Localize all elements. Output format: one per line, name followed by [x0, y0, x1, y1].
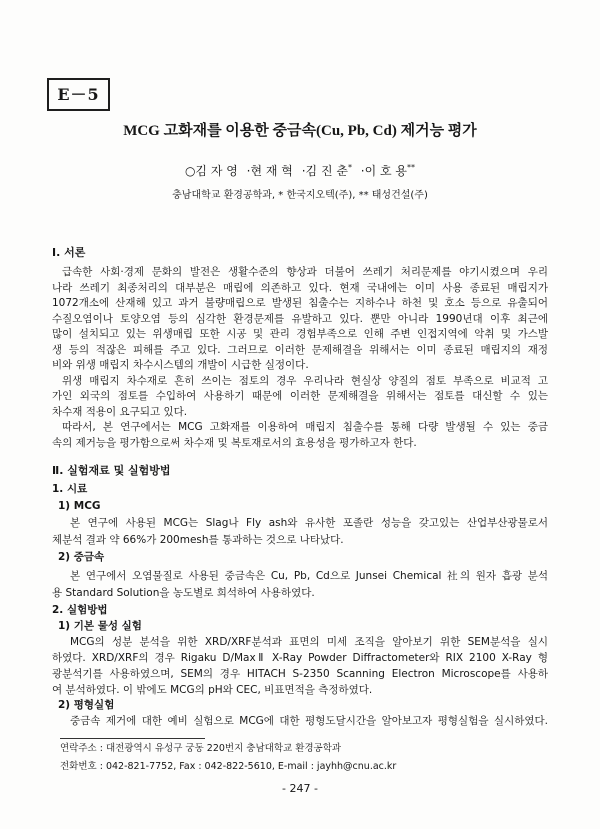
- author-mark: *: [347, 163, 352, 172]
- paragraph-line: 속의 제거능을 평가함으로써 차수재 및 복토재로서의 효용성을 평가하고자 한다.: [52, 437, 417, 449]
- subsubsection-heading-metals: 2) 중금속: [58, 551, 105, 563]
- author-name: ○김 자 영: [184, 164, 238, 178]
- subsection-heading-sample: 1. 시료: [52, 483, 88, 495]
- author-name: ·현 재 혁: [246, 164, 293, 178]
- subsection-heading-procedure: 2. 실험방법: [52, 604, 108, 616]
- author-mark: **: [407, 163, 416, 172]
- paragraph-line: 1072개소에 산재해 있고 과거 불량매립으로 발생된 침출수는 지하수나 하천 및 호소 등으로 유출되어: [52, 297, 548, 309]
- session-label-box: E－5: [47, 78, 110, 111]
- paragraph-line: 중금속 제거에 대한 예비 실험으로 MCG에 대한 평형도달시간을 알아보고자 평형실험을 실시하였다.: [70, 715, 548, 727]
- author-name-text: ·이 호 용: [360, 164, 408, 178]
- footer-divider: [60, 738, 205, 739]
- paragraph-line: 체분석 결과 약 66%가 200mesh를 통과하는 것으로 나타났다.: [52, 534, 344, 546]
- author-name: [302, 164, 352, 178]
- paragraph-line: 비와 위생 매립지 차수시스템의 개발이 시급한 실정이다.: [52, 359, 309, 371]
- author-name-text: ·김 진 춘: [301, 164, 348, 178]
- subsubsection-heading-basic-properties: 1) 기본 물성 실험: [58, 620, 142, 632]
- footer-contact: 전화번호 : 042-821-7752, Fax : 042-822-5610, E-mail : jayhh@cnu.ac.kr: [60, 761, 397, 772]
- paragraph-line: 본 연구에 사용된 MCG는 Slag나 Fly ash와 유사한 포졸란 성능을 갖고있는 산업부산광물로서: [70, 517, 548, 529]
- page-number: - 247 -: [282, 782, 318, 795]
- paper-title: MCG 고화재를 이용한 중금속(Cu, Pb, Cd) 제거능 평가: [123, 123, 477, 139]
- paragraph-line: 차수재 적용이 요구되고 있다.: [52, 406, 188, 418]
- author-name: [361, 164, 415, 178]
- affiliation-line: 충남대학교 환경공학과, * 한국지오텍(주), ** 태성건설(주): [172, 190, 428, 201]
- paragraph-line: 급속한 사회·경제 문화의 발전은 생활수준의 향상과 더불어 쓰레기 처리문제를 야기시켰으며 우리: [62, 266, 548, 278]
- paragraph-line: MCG의 성분 분석을 위한 XRD/XRF분석과 표면의 미세 조직을 알아보기 위한 SEM분석을 실시: [70, 636, 548, 648]
- paragraph-line: 생 등의 적잖은 피해를 주고 있다. 그러므로 이러한 문제해결을 위해서는 이미 종료된 매립지의 재정: [52, 344, 548, 356]
- paragraph-line: 가인 외국의 점토를 수입하여 사용하기 때문에 이러한 문제해결을 위해서는 점토를 대신할 수 있는: [52, 390, 548, 402]
- subsubsection-heading-mcg: 1) MCG: [58, 500, 101, 512]
- paragraph-line: 하였다. XRD/XRF의 경우 Rigaku D/MaxⅡ X-Ray Powder Diffractometer와 RIX 2100 X-Ray 형: [52, 652, 548, 664]
- paragraph-line: 본 연구에서 오염물질로 사용된 중금속은 Cu, Pb, Cd으로 Junsei Chemical 社의 원자 흡광 분석: [70, 570, 548, 582]
- paragraph-line: 여 분석하였다. 이 밖에도 MCG의 pH와 CEC, 비표면적을 측정하였다.: [52, 684, 373, 696]
- paragraph-line: 나라 쓰레기 최종처리의 대부분은 매립에 의존하고 있다. 현재 국내에는 이미 사용 종료된 매립지가: [52, 282, 548, 294]
- paragraph-line: 광분석기를 사용하였으며, SEM의 경우 HITACH S-2350 Scanning Electron Microscope를 사용하: [52, 668, 548, 680]
- author-list: [0, 162, 600, 180]
- paragraph-line: 용 Standard Solution을 농도별로 희석하여 사용하였다.: [52, 587, 315, 599]
- section-heading-methods: Ⅱ. 실험재료 및 실험방법: [52, 464, 171, 477]
- subsubsection-heading-equilibrium: 2) 평형실험: [58, 699, 115, 711]
- section-heading-introduction: Ⅰ. 서론: [52, 246, 86, 259]
- footer-address: 연락주소 : 대전광역시 유성구 궁동 220번지 충남대학교 환경공학과: [60, 743, 342, 754]
- paragraph-line: 따라서, 본 연구에서는 MCG 고화재를 이용하여 매립지 침출수를 통해 다량 발생될 수 있는 중금: [62, 421, 548, 433]
- paragraph-line: 수질오염이나 토양오염 등의 심각한 환경문제를 유발하고 있다. 뿐만 아니라 1990년대 이후 최근에: [52, 313, 548, 325]
- paragraph-line: 많이 설치되고 있는 위생매립 또한 시공 및 관리 경험부족으로 인해 주변 인접지역에 악취 및 가스발: [52, 328, 548, 340]
- paragraph-line: 위생 매립지 차수재로 흔히 쓰이는 점토의 경우 우리나라 현실상 양질의 점토 부족으로 비교적 고: [62, 375, 548, 387]
